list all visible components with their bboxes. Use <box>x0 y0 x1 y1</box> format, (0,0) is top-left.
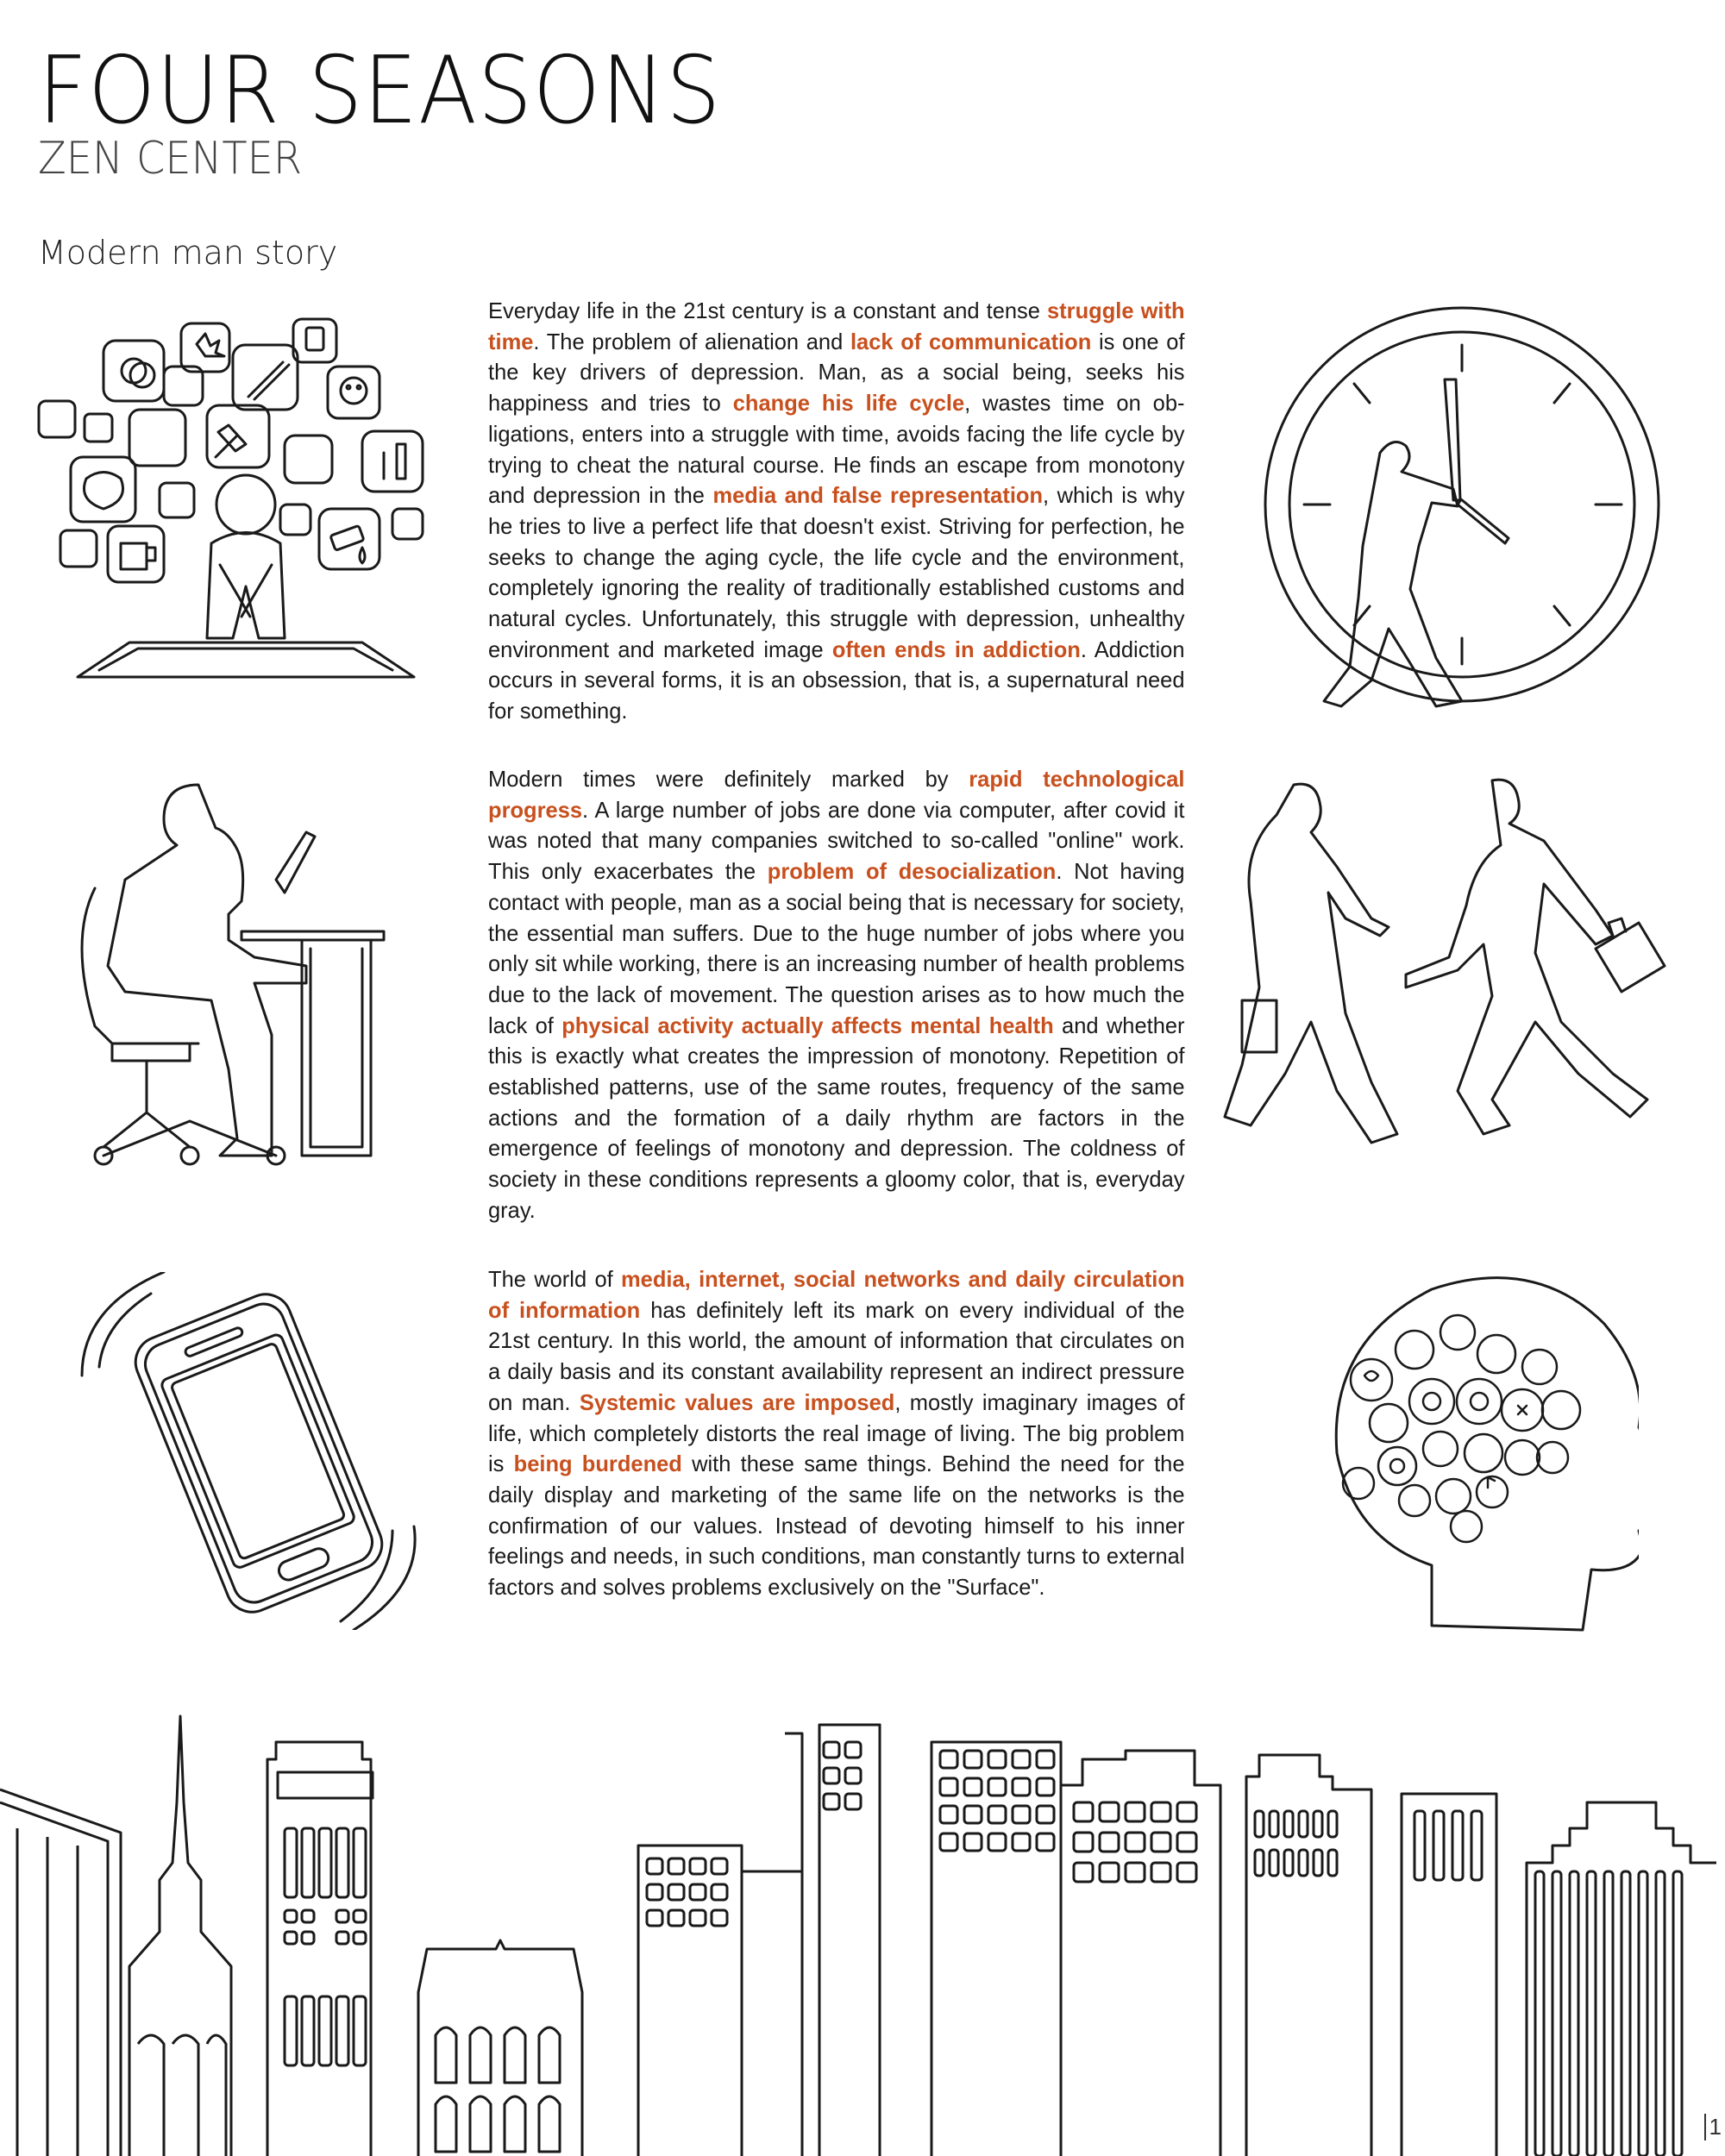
paragraph-text: , wastes time on obligations, enters into a struggle with time, avoids facing the life cycle by trying to cheat the natural course. He finds an escape from monotony and depression in the <box>488 390 1185 509</box>
page-subtitle: ZEN CENTER <box>38 133 303 185</box>
highlight-text: change his life cycle <box>732 390 965 417</box>
highlight-text: media and false representation <box>712 482 1044 509</box>
smartphone-illustration <box>65 1272 453 1630</box>
highlight-text: lack of communication <box>850 328 1092 354</box>
highlight-text: Systemic values are imposed <box>579 1388 895 1415</box>
highlight-text: media, internet, social networks and daily circulation of information <box>488 1266 1185 1323</box>
paragraph-struggle-with-time <box>488 296 1185 727</box>
highlight-text: often ends in addiction <box>831 636 1081 662</box>
paragraph-technological-progress <box>488 764 1185 1226</box>
highlight-text: problem of desocialization <box>767 858 1057 885</box>
businessmen-meeting-illustration <box>1216 776 1699 1173</box>
paragraph-media-internet <box>488 1264 1185 1603</box>
paragraph-text: Modern times were definitely marked by <box>488 766 969 792</box>
paragraph-text: , mostly imaginary images of life, which completely distorts the real image of living. The big problem is <box>488 1388 1185 1477</box>
paragraph-text: . The problem of alienation and <box>533 328 850 354</box>
paragraph-text: , which is why he tries to live a perfect life that doesn't exist. Striving for perfection, he seeks to change the aging cycle, the life cycle and the environment, completely ignoring the reality of traditionally established customs and natural cycles. Unfortunately, this struggle with depression, unhealthy environment and marketed image <box>488 482 1185 662</box>
paragraph-text: . Addiction occurs in several forms, it is an obsession, that is, a supernatural need for something. <box>488 636 1185 724</box>
page-title: FOUR SEASONS <box>38 37 722 145</box>
paragraph-text: The world of <box>488 1266 622 1292</box>
city-skyline-illustration <box>0 1708 1725 2156</box>
paragraph-text: Everyday life in the 21st century is a constant and tense <box>488 298 1048 323</box>
highlight-text: physical activity actually affects mental health <box>561 1012 1054 1038</box>
paragraph-text: is one of the key drivers of depression. Man, as a social being, seeks his happiness and tries to <box>488 328 1185 417</box>
page-number: 1 <box>1704 2114 1725 2140</box>
paragraph-text: and whether this is exactly what creates the impression of monotony. Repetition of established patterns, use of the same routes, frequency of the same actions and the formation of a daily rhythm are factors in the emergence of feelings of monotony and depression. The coldness of society in these conditions represents a gloomy color, that is, everyday gray. <box>488 1012 1185 1223</box>
paragraph-text: . Not having contact with people, man as a social being that is necessary for society, the essential man suffers. Due to the huge number of jobs where you only sit while working, there is an increasing number of health problems due to the lack of movement. The question arises as to how much the lack of <box>488 858 1185 1038</box>
highlight-text: being burdened <box>513 1451 682 1477</box>
paragraph-text: with these same things. Behind the need for the daily display and marketing of the same life on the networks is the confirmation of our values. Instead of devoting himself to his inner feelings and needs, in such conditions, man constantly turns to external factors and solves problems exclusively on the "Surface". <box>488 1451 1185 1601</box>
head-gears-illustration <box>1294 1268 1639 1634</box>
highlight-text: struggle with time <box>488 298 1185 354</box>
section-title: Modern man story <box>38 234 338 272</box>
laptop-worker-illustration <box>69 768 423 1173</box>
addiction-icons-illustration <box>34 315 431 681</box>
paragraph-text: has definitely left its mark on every individual of the 21st century. In this world, the amount of information that circulates on a daily basis and its constant availability represent an indirect pressure on man. <box>488 1296 1185 1415</box>
paragraph-text: . A large number of jobs are done via computer, after covid it was noted that many companies switched to so-called "online" work. This only exacerbates the <box>488 796 1185 885</box>
clock-man-illustration <box>1259 302 1665 729</box>
highlight-text: rapid technological progress <box>488 766 1185 823</box>
